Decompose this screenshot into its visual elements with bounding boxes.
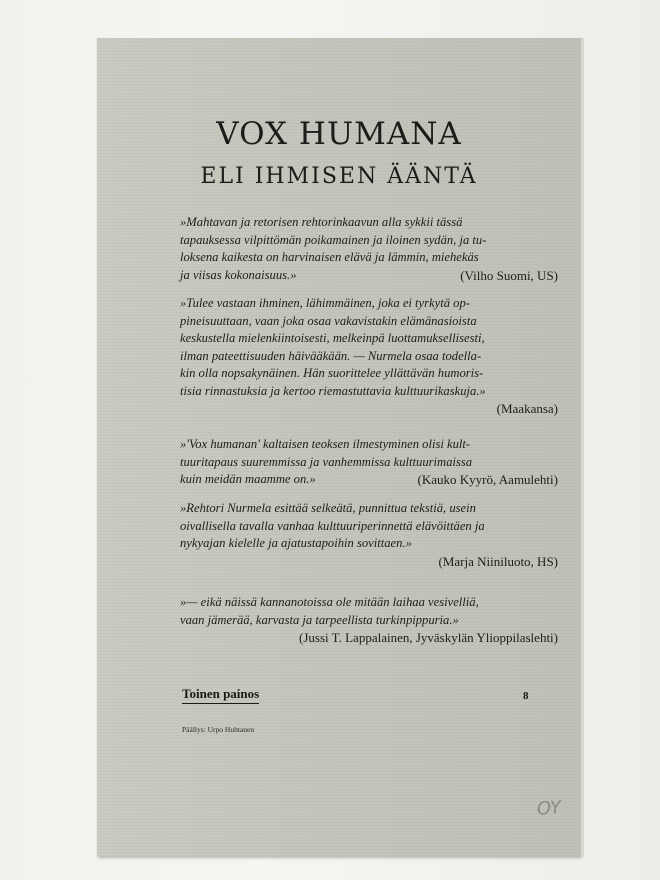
edition-number: 8 <box>523 690 529 702</box>
quote-line: oivallisella tavalla vanhaa kulttuuriperinnettä elävöittäen ja <box>180 518 485 533</box>
quote-line: kuin meidän maamme on.» (Kauko Kyyrö, Aamulehti) <box>180 472 558 487</box>
book-back-cover <box>97 38 581 856</box>
quote-line: »Rehtori Nurmela esittää selkeätä, punnittua tekstiä, usein <box>180 501 476 515</box>
review-quote <box>180 295 558 418</box>
quote-line: »Tulee vastaan ihminen, lähimmäinen, joka ei tyrkytä op- <box>180 296 470 310</box>
quote-line: vaan jämerää, karvasta ja tarpeellista turkinpippuria.» <box>180 612 459 627</box>
book-title: VOX HUMANA <box>216 116 462 152</box>
quote-line: »— eikä näissä kannanotoissa ole mitään laihaa vesivelliä, <box>180 595 479 609</box>
quote-line: tapauksessa vilpittömän poikamainen ja iloinen sydän, ja tu- <box>180 232 487 247</box>
quote-source: (Marja Niiniluoto, HS) <box>438 553 558 569</box>
review-quote <box>180 500 558 570</box>
quote-line: tuuritapaus suuremmissa ja vanhemmissa kulttuurimaissa <box>180 454 472 469</box>
quote-line: tisia rinnastuksia ja kertoo riemastuttavia kulttuurikaskuja.» <box>180 383 486 398</box>
quote-line: nykyajan kielelle ja ajatustapoihin sovittaen.» <box>180 536 412 550</box>
book-subtitle: ELI IHMISEN ÄÄNTÄ <box>200 164 478 189</box>
pencil-mark: OY <box>536 797 561 820</box>
quote-line: ja viisas kokonaisuus.» (Vilho Suomi, US) <box>180 267 558 283</box>
quote-line: kin olla nopsakynäinen. Hän suorittelee yllättävän humoris- <box>180 366 484 380</box>
cover-credit: Päällys: Urpo Huhtanen <box>182 725 255 734</box>
quote-line: pineisuuttaan, vaan joka osaa vakavistakin elämänasioista <box>180 313 477 328</box>
quote-line: ilman pateettisuuden häivääkään. — Nurmela osaa todella- <box>180 348 482 363</box>
quote-line: »Mahtavan ja retorisen rehtorinkaavun alla sykkii tässä <box>180 215 463 229</box>
quote-source: (Maakansa) <box>496 401 558 416</box>
page-edge <box>581 38 584 856</box>
review-quote <box>180 436 558 489</box>
quote-line: »'Vox humanan' kaltaisen teoksen ilmestyminen olisi kult- <box>180 437 471 451</box>
quote-source: (Vilho Suomi, US) <box>460 267 558 283</box>
quote-line: loksena kaikesta on harvinaisen elävä ja lämmin, miehekäs <box>180 250 479 264</box>
review-quote <box>180 594 558 647</box>
quote-line: keskustella mielenkiintoisesti, melkeinpä luottamuksellisesti, <box>180 331 485 345</box>
quote-source: (Kauko Kyyrö, Aamulehti) <box>417 472 558 487</box>
edition-label: Toinen painos <box>182 686 259 704</box>
review-quote <box>180 214 558 284</box>
quote-source: (Jussi T. Lappalainen, Jyväskylän Ylioppilaslehti) <box>299 630 558 645</box>
